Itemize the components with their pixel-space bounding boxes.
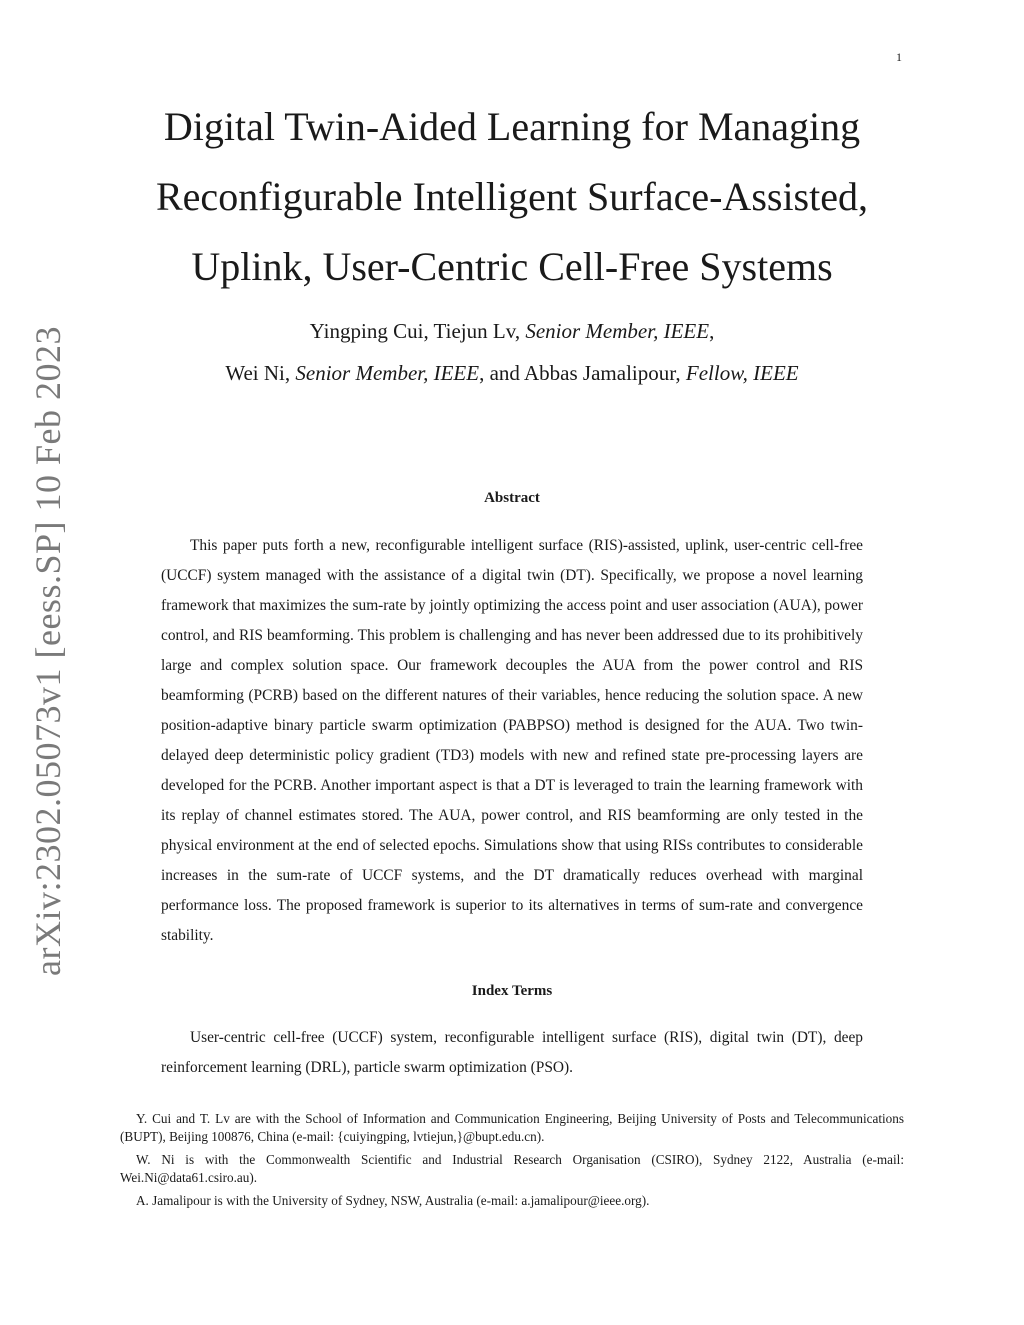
index-terms-text: User-centric cell-free (UCCF) system, reconfigurable intelligent surface (RIS), digital twin (DT), deep reinforcement learning (DRL), particle swarm optimization (PSO). (161, 1029, 863, 1076)
author-line-1 (120, 310, 904, 352)
abstract-heading: Abstract (484, 490, 540, 506)
author-block (120, 310, 904, 394)
author-connector: , and Abbas Jamalipour, (479, 361, 686, 385)
index-terms-heading: Index Terms (471, 983, 553, 999)
abstract-text: This paper puts forth a new, reconfigurable intelligent surface (RIS)-assisted, uplink, user-centric cell-free (UCCF) system managed with the assistance of a digital twin (DT). Specifically, we propose a novel learning framework that maximizes the sum-rate by jointly optimizing the access point and user association (AUA), power control, and RIS beamforming. This problem is challenging and has never been addressed due to its prohibitively large and complex solution space. Our framework decouples the AUA from the power control and RIS beamforming (PCRB) based on the different natures of their variables, hence reducing the solution space. A new position-adaptive binary particle swarm optimization (PABPSO) method is designed for the AUA. Two twin-delayed deep deterministic policy gradient (TD3) models with new and refined state pre-processing layers are developed for the PCRB. Another important aspect is that a DT is leveraged to train the learning framework with its replay of channel estimates stored. The AUA, power control, and RIS beamforming are only tested in the physical environment at the end of selected epochs. Simulations show that using RISs contributes to considerable increases in the sum-rate of UCCF systems, and the DT dramatically reduces overhead with marginal performance loss. The proposed framework is superior to its alternatives in terms of sum-rate and convergence stability. (161, 537, 863, 944)
footnotes (120, 1110, 904, 1215)
arxiv-identifier-stamp: arXiv:2302.05073v1 [eess.SP] 10 Feb 2023 (28, 326, 68, 976)
footnote-jamalipour: A. Jamalipour is with the University of Sydney, NSW, Australia (e-mail: a.jamalipour@ieee.org). (136, 1193, 650, 1208)
author-line-2 (120, 352, 904, 394)
title-line-2: Reconfigurable Intelligent Surface-Assisted, (156, 174, 868, 219)
title-line-3: Uplink, User-Centric Cell-Free Systems (191, 244, 833, 289)
author-role-jamalipour: Fellow, IEEE (685, 361, 799, 385)
author-name-ni: Wei Ni, (225, 361, 296, 385)
title-line-1: Digital Twin-Aided Learning for Managing (163, 104, 861, 149)
page-number: 1 (896, 50, 902, 64)
author-names-1: Yingping Cui, Tiejun Lv, (309, 319, 526, 343)
author-role-ni: Senior Member, IEEE (295, 361, 480, 385)
footnote-ni: W. Ni is with the Commonwealth Scientific and Industrial Research Organisation (CSIRO), Sydney 2122, Australia (e-mail: Wei.Ni@data61.csiro.au). (120, 1152, 904, 1185)
footnote-cui-lv: Y. Cui and T. Lv are with the School of Information and Communication Engineering, Beijing University of Posts and Telecommunications (BUPT), Beijing 100876, China (e-mail: {cuiyingping, lvtiejun,}@bupt.edu.cn). (120, 1111, 904, 1144)
paper-title (120, 92, 904, 302)
author-line-1-suffix: , (709, 319, 715, 343)
author-role-1: Senior Member, IEEE (525, 319, 710, 343)
